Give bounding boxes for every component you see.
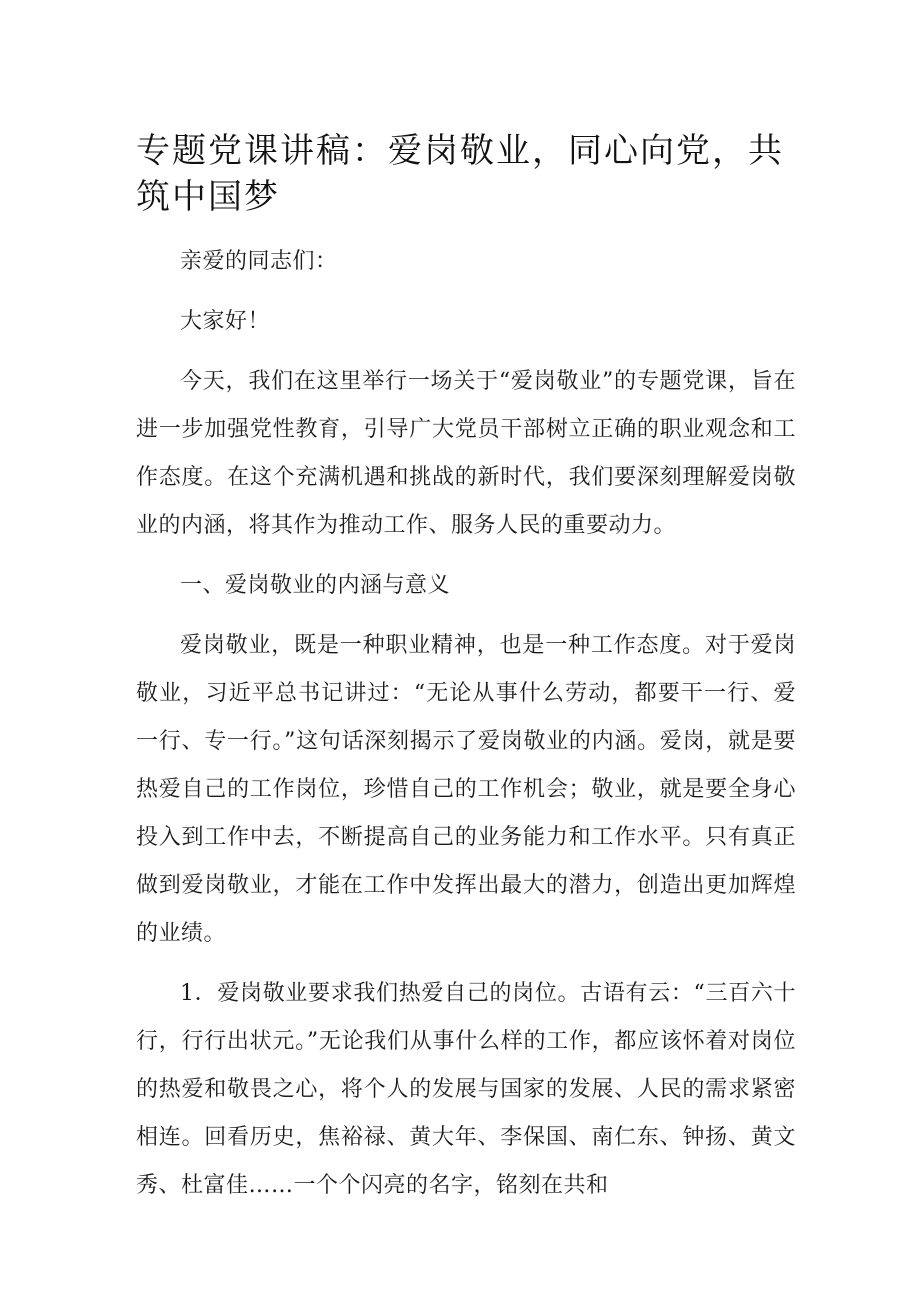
section-heading-1: 一、爱岗敬业的内涵与意义 (180, 573, 451, 598)
salutation: 亲爱的同志们： (180, 249, 338, 274)
intro-paragraph: 今天，我们在这里举行一场关于“爱岗敬业”的专题党课，旨在进一步加强党性教育，引导广大党员干部树立正确的职业观念和工作态度。在这个充满机遇和挑战的新时代，我们要深刻理解爱岗敬业的内涵，将其作为推动工作、服务人民的重要动力。 (136, 369, 796, 538)
section-1-paragraph: 爱岗敬业，既是一种职业精神，也是一种工作态度。对于爱岗敬业，习近平总书记讲过：“无论从事什么劳动，都要干一行、爱一行、专一行。”这句话深刻揭示了爱岗敬业的内涵。爱岗，就是要热爱自己的工作岗位，珍惜自己的工作机会；敬业，就是要全身心投入到工作中去，不断提高自己的业务能力和工作水平。只有真正做到爱岗敬业，才能在工作中发挥出最大的潜力，创造出更加辉煌的业绩。 (136, 633, 796, 946)
greeting: 大家好！ (180, 309, 271, 334)
document-body (136, 128, 796, 1222)
document-title: 专题党课讲稿：爱岗敬业，同心向党，共筑中国梦 (136, 131, 784, 217)
point-1-paragraph: 1．爱岗敬业要求我们热爱自己的岗位。古语有云：“三百六十行，行行出状元。”无论我们从事什么样的工作，都应该怀着对岗位的热爱和敬畏之心，将个人的发展与国家的发展、人民的需求紧密相连。回看历史，焦裕禄、黄大年、李保国、南仁东、钟扬、黄文秀、杜富佳……一个个闪亮的名字，铭刻在共和 (136, 981, 796, 1198)
